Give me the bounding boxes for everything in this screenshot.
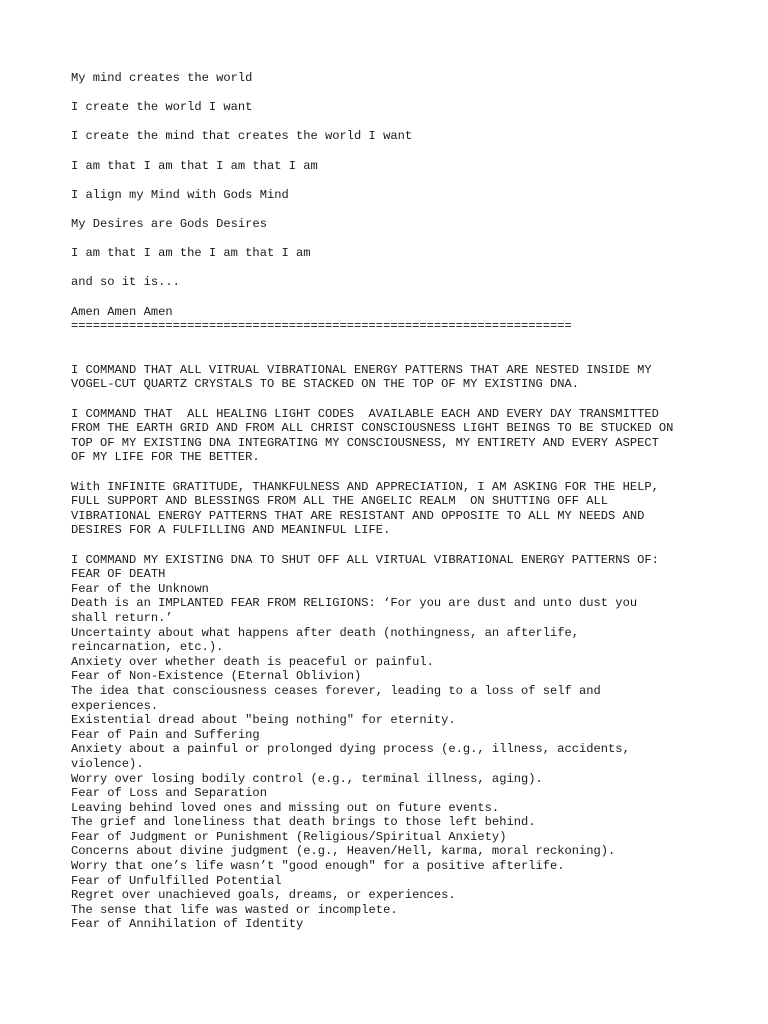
fear-list-item: reincarnation, etc.).	[71, 640, 224, 655]
fear-list-item: The idea that consciousness ceases forever, leading to a loss of self and	[71, 683, 601, 698]
fear-list-item: Worry over losing bodily control (e.g., terminal illness, aging).	[71, 771, 543, 786]
fear-list-item: The grief and loneliness that death brings to those left behind.	[71, 815, 536, 830]
paragraph-line: VOGEL-CUT QUARTZ CRYSTALS TO BE STACKED ON THE TOP OF MY EXISTING DNA.	[71, 377, 580, 392]
affirmation-line: My Desires are Gods Desires	[71, 216, 267, 231]
paragraph-line: TOP OF MY EXISTING DNA INTEGRATING MY CONSCIOUSNESS, MY ENTIRETY AND EVERY ASPECT	[71, 435, 659, 450]
fear-list-item: Fear of Judgment or Punishment (Religious/Spiritual Anxiety)	[71, 829, 507, 844]
paragraph-line: FULL SUPPORT AND BLESSINGS FROM ALL THE ANGELIC REALM ON SHUTTING OFF ALL	[71, 494, 609, 509]
paragraph-line: With INFINITE GRATITUDE, THANKFULNESS AND APPRECIATION, I AM ASKING FOR THE HELP,	[71, 479, 659, 494]
fear-list-item: Fear of Annihilation of Identity	[71, 917, 304, 932]
paragraph-line: I COMMAND THAT ALL HEALING LIGHT CODES AVAILABLE EACH AND EVERY DAY TRANSMITTED	[71, 406, 659, 421]
document-page	[71, 71, 711, 932]
paragraph-line: DESIRES FOR A FULFILLING AND MEANINFUL LIFE.	[71, 523, 391, 538]
fear-list-item: Existential dread about "being nothing" for eternity.	[71, 713, 456, 728]
fear-list-item: The sense that life was wasted or incomplete.	[71, 902, 398, 917]
fear-list-item: Regret over unachieved goals, dreams, or experiences.	[71, 888, 456, 903]
fear-list	[71, 553, 711, 932]
affirmation-line: I align my Mind with Gods Mind	[71, 187, 289, 202]
paragraph-line: FROM THE EARTH GRID AND FROM ALL CHRIST CONSCIOUSNESS LIGHT BEINGS TO BE STUCKED ON	[71, 421, 674, 436]
fear-list-item: Uncertainty about what happens after death (nothingness, an afterlife,	[71, 625, 580, 640]
fear-list-item: Fear of Loss and Separation	[71, 786, 267, 801]
fear-list-item: experiences.	[71, 698, 159, 713]
affirmation-line: and so it is...	[71, 275, 180, 290]
affirmation-line: I create the mind that creates the world I want	[71, 129, 413, 144]
affirmation-line: I create the world I want	[71, 100, 253, 115]
fear-list-item: Fear of Non-Existence (Eternal Oblivion)	[71, 669, 362, 684]
affirmation-line: My mind creates the world	[71, 71, 253, 85]
fear-list-item: violence).	[71, 756, 144, 771]
fear-list-item: Concerns about divine judgment (e.g., Heaven/Hell, karma, moral reckoning).	[71, 844, 616, 859]
fear-list-item: shall return.’	[71, 610, 173, 625]
gratitude-paragraph	[71, 480, 711, 538]
command-paragraph-crystals	[71, 363, 711, 392]
affirmation-line: I am that I am the I am that I am	[71, 246, 311, 261]
fear-list-item: Fear of the Unknown	[71, 581, 209, 596]
paragraph-line: VIBRATIONAL ENERGY PATTERNS THAT ARE RESISTANT AND OPPOSITE TO ALL MY NEEDS AND	[71, 508, 645, 523]
fear-list-item: Death is an IMPLANTED FEAR FROM RELIGIONS: ‘For you are dust and unto dust you	[71, 596, 638, 611]
affirmation-line: Amen Amen Amen	[71, 304, 173, 319]
fear-list-item: Anxiety about a painful or prolonged dying process (e.g., illness, accidents,	[71, 742, 630, 757]
affirmation-line: I am that I am that I am that I am	[71, 158, 318, 173]
command-paragraph-light-codes	[71, 407, 711, 465]
fear-list-item: Worry that one’s life wasn’t "good enough" for a positive afterlife.	[71, 859, 565, 874]
paragraph-line: OF MY LIFE FOR THE BETTER.	[71, 450, 260, 465]
fear-list-item: Anxiety over whether death is peaceful or painful.	[71, 654, 434, 669]
fear-list-item: Leaving behind loved ones and missing out on future events.	[71, 800, 500, 815]
fear-list-item: Fear of Unfulfilled Potential	[71, 873, 282, 888]
paragraph-line: I COMMAND THAT ALL VITRUAL VIBRATIONAL ENERGY PATTERNS THAT ARE NESTED INSIDE MY	[71, 362, 652, 377]
fear-list-item: FEAR OF DEATH	[71, 567, 166, 582]
separator-line: =====================================================================	[71, 319, 572, 334]
fear-list-item: Fear of Pain and Suffering	[71, 727, 260, 742]
fear-list-heading: I COMMAND MY EXISTING DNA TO SHUT OFF ALL VIRTUAL VIBRATIONAL ENERGY PATTERNS OF:	[71, 552, 659, 567]
